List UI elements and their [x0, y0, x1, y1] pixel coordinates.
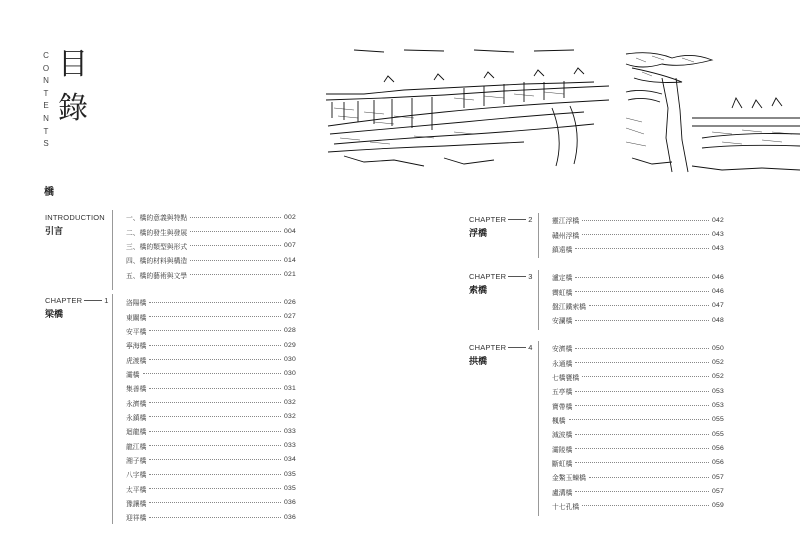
toc-entry-page: 004: [284, 228, 296, 236]
group-en: CHAPTER: [45, 296, 83, 305]
group-num: 2: [528, 215, 533, 224]
group-zh: 索橋: [469, 286, 488, 296]
divider-line: [538, 341, 539, 516]
toc-entry-label: 永通橋: [552, 359, 573, 368]
toc-entry-page: 002: [284, 213, 296, 221]
toc-entry[interactable]: [126, 253, 296, 267]
toc-entry[interactable]: [126, 352, 296, 366]
dot-leader: [149, 488, 281, 489]
dash-line: [508, 219, 526, 220]
dash-line: [508, 276, 526, 277]
entries-ch1: [126, 295, 296, 525]
toc-entry-page: 026: [284, 298, 296, 306]
toc-entry-label: 盤江鐵索橋: [552, 302, 586, 311]
toc-entry[interactable]: [552, 427, 724, 441]
contents-letter: C: [43, 51, 49, 60]
toc-entry[interactable]: [552, 499, 724, 513]
dot-leader: [575, 277, 709, 278]
dot-leader: [190, 245, 281, 246]
bridge-sketch-illustration: [324, 48, 614, 174]
divider-line: [112, 294, 113, 524]
toc-entry[interactable]: [552, 341, 724, 355]
dot-leader: [575, 320, 709, 321]
toc-entry-label: 永濟橋: [126, 399, 147, 408]
group-num: 1: [104, 296, 109, 305]
group-en: CHAPTER: [469, 215, 507, 224]
toc-entry-label: 寶帶橋: [552, 402, 573, 411]
toc-entry-page: 056: [712, 459, 724, 467]
group-num: 4: [528, 343, 533, 352]
dot-leader: [149, 316, 281, 317]
toc-entry-label: 霽虹橋: [552, 288, 573, 297]
toc-entry[interactable]: [126, 295, 296, 309]
toc-entry-label: 五、橋的藝術與文學: [126, 271, 188, 280]
dot-leader: [575, 448, 709, 449]
toc-entry-page: 034: [284, 456, 296, 464]
toc-entry[interactable]: [552, 242, 724, 256]
dot-leader: [149, 402, 281, 403]
dot-leader: [575, 491, 709, 492]
toc-entry[interactable]: [552, 227, 724, 241]
toc-entry-page: 046: [712, 288, 724, 296]
title-char: 錄: [58, 91, 88, 126]
contents-letter: O: [42, 63, 50, 73]
group-zh: 引言: [45, 227, 64, 237]
toc-entry-label: 三、橋的類型與形式: [126, 242, 188, 251]
dot-leader: [582, 220, 709, 221]
group-zh: 拱橋: [469, 357, 488, 367]
divider-line: [538, 270, 539, 330]
dot-leader: [149, 345, 281, 346]
dash-line: [508, 347, 526, 348]
entries-ch2: [552, 213, 724, 256]
toc-entry-page: 036: [284, 513, 296, 521]
toc-entry[interactable]: [552, 299, 724, 313]
dot-leader: [190, 260, 281, 261]
dot-leader: [149, 502, 281, 503]
toc-entry-page: 030: [284, 356, 296, 364]
tree-bridge-sketch-illustration: [622, 48, 800, 174]
toc-entry-page: 059: [712, 502, 724, 510]
toc-entry[interactable]: [552, 398, 724, 412]
dot-leader: [190, 274, 281, 275]
group-label-ch4: [469, 343, 533, 367]
toc-entry[interactable]: [552, 370, 724, 384]
toc-entry-page: 057: [712, 473, 724, 481]
toc-entry[interactable]: [552, 484, 724, 498]
toc-entry[interactable]: [552, 470, 724, 484]
toc-entry[interactable]: [126, 438, 296, 452]
contents-letter: T: [43, 126, 49, 136]
toc-entry-page: 035: [284, 470, 296, 478]
toc-entry-label: 金鰲玉蝀橋: [552, 474, 586, 483]
toc-entry-page: 036: [284, 499, 296, 507]
toc-entry-label: 四、橋的材料與構造: [126, 257, 188, 266]
toc-entry-page: 046: [712, 273, 724, 281]
toc-entry-label: 十七孔橋: [552, 502, 580, 511]
toc-entry-page: 056: [712, 445, 724, 453]
group-en: INTRODUCTION: [45, 213, 105, 222]
toc-entry-page: 052: [712, 359, 724, 367]
toc-entry-page: 047: [712, 302, 724, 310]
toc-entry-page: 033: [284, 427, 296, 435]
toc-entry[interactable]: [126, 224, 296, 238]
group-label-ch2: [469, 215, 533, 239]
toc-entry-page: 053: [712, 402, 724, 410]
toc-entry-label: 灞陵橋: [552, 445, 573, 454]
dot-leader: [149, 431, 281, 432]
toc-entry-label: 二、橋的發生與發展: [126, 228, 188, 237]
section-title: 橋: [44, 187, 54, 198]
toc-entry-label: 五亭橋: [552, 388, 573, 397]
toc-entry[interactable]: [126, 395, 296, 409]
dot-leader: [149, 445, 281, 446]
dot-leader: [149, 302, 281, 303]
toc-entry-page: 029: [284, 341, 296, 349]
toc-entry-label: 贛州浮橋: [552, 231, 580, 240]
toc-entry-label: 靈江浮橋: [552, 217, 580, 226]
title-char: 目: [58, 47, 88, 82]
toc-entry-label: 楓橋: [552, 416, 566, 425]
toc-entry[interactable]: [552, 384, 724, 398]
toc-entry-label: 鎮遠橋: [552, 245, 573, 254]
toc-entry-page: 042: [712, 216, 724, 224]
toc-entry-label: 灞橋: [126, 370, 140, 379]
toc-entry[interactable]: [126, 338, 296, 352]
toc-entry-label: 永鎮橋: [126, 413, 147, 422]
toc-entry-label: 太平橋: [126, 485, 147, 494]
toc-entry-label: 湘子橋: [126, 456, 147, 465]
dot-leader: [575, 248, 709, 249]
toc-entry[interactable]: [552, 313, 724, 327]
group-zh: 浮橋: [469, 229, 488, 239]
toc-entry-page: 030: [284, 370, 296, 378]
dot-leader: [149, 330, 281, 331]
dot-leader: [149, 359, 281, 360]
toc-entry-page: 032: [284, 399, 296, 407]
dot-leader: [582, 505, 709, 506]
dot-leader: [575, 405, 709, 406]
toc-entry-label: 盧溝橋: [552, 488, 573, 497]
toc-entry[interactable]: [552, 456, 724, 470]
toc-entry[interactable]: [552, 355, 724, 369]
toc-entry[interactable]: [126, 267, 296, 281]
toc-entry[interactable]: [126, 309, 296, 323]
entries-intro: [126, 210, 296, 282]
toc-entry-label: 八字橋: [126, 471, 147, 480]
toc-entry-page: 057: [712, 488, 724, 496]
toc-entry-label: 安濟橋: [552, 345, 573, 354]
toc-entry-page: 050: [712, 344, 724, 352]
toc-entry-page: 028: [284, 327, 296, 335]
dot-leader: [569, 419, 709, 420]
toc-entry-label: 迎祥橋: [126, 514, 147, 523]
toc-entry-label: 豫讓橋: [126, 499, 147, 508]
dash-line: [84, 300, 102, 301]
toc-entry-page: 052: [712, 373, 724, 381]
toc-entry-label: 斷虹橋: [552, 459, 573, 468]
toc-entry[interactable]: [126, 467, 296, 481]
toc-entry[interactable]: [126, 496, 296, 510]
dot-leader: [149, 459, 281, 460]
toc-entry[interactable]: [126, 410, 296, 424]
toc-entry-label: 洛陽橋: [126, 299, 147, 308]
toc-entry[interactable]: [552, 413, 724, 427]
toc-entry-label: 瀘定橋: [552, 274, 573, 283]
contents-vertical-label: [40, 52, 52, 148]
toc-entry-page: 055: [712, 430, 724, 438]
dot-leader: [149, 388, 281, 389]
toc-entry-label: 寧海橋: [126, 342, 147, 351]
dot-leader: [575, 391, 709, 392]
toc-entry-page: 055: [712, 416, 724, 424]
toc-entry-page: 021: [284, 271, 296, 279]
entries-ch4: [552, 341, 724, 513]
toc-entry-label: 減波橋: [552, 431, 573, 440]
toc-entry-label: 安平橋: [126, 327, 147, 336]
dot-leader: [149, 474, 281, 475]
dot-leader: [149, 517, 281, 518]
toc-entry[interactable]: [126, 381, 296, 395]
contents-letter: E: [43, 101, 49, 111]
dot-leader: [575, 362, 709, 363]
toc-entry[interactable]: [126, 510, 296, 524]
group-label-ch3: [469, 272, 533, 296]
group-label-intro: [45, 213, 105, 237]
toc-entry-label: 一、橋的意義與特點: [126, 214, 188, 223]
group-num: 3: [528, 272, 533, 281]
contents-letter: N: [43, 76, 49, 86]
toc-entry-page: 014: [284, 256, 296, 264]
toc-entry[interactable]: [126, 481, 296, 495]
divider-line: [112, 210, 113, 290]
toc-entry-page: 027: [284, 313, 296, 321]
contents-letter: N: [43, 113, 49, 123]
dot-leader: [143, 373, 281, 374]
toc-entry-label: 集善橋: [126, 385, 147, 394]
dot-leader: [190, 217, 281, 218]
toc-entry[interactable]: [552, 270, 724, 284]
dot-leader: [582, 376, 709, 377]
toc-entry-page: 033: [284, 442, 296, 450]
toc-entry[interactable]: [552, 213, 724, 227]
dot-leader: [589, 305, 709, 306]
dot-leader: [575, 348, 709, 349]
dot-leader: [589, 477, 709, 478]
contents-letter: T: [43, 88, 49, 98]
toc-entry-page: 048: [712, 316, 724, 324]
toc-entry[interactable]: [126, 367, 296, 381]
toc-entry[interactable]: [552, 441, 724, 455]
dot-leader: [149, 416, 281, 417]
toc-entry-label: 七橋甕橋: [552, 373, 580, 382]
dot-leader: [190, 231, 281, 232]
group-label-ch1: [45, 296, 109, 320]
toc-entry-page: 043: [712, 231, 724, 239]
entries-ch3: [552, 270, 724, 327]
group-zh: 梁橋: [45, 310, 64, 320]
dot-leader: [575, 434, 709, 435]
toc-entry-page: 043: [712, 245, 724, 253]
toc-entry[interactable]: [126, 324, 296, 338]
toc-entry[interactable]: [126, 424, 296, 438]
dot-leader: [575, 291, 709, 292]
dot-leader: [575, 462, 709, 463]
toc-entry-page: 007: [284, 242, 296, 250]
dot-leader: [582, 234, 709, 235]
toc-entry[interactable]: [126, 239, 296, 253]
divider-line: [538, 213, 539, 258]
toc-entry-label: 虎渡橋: [126, 356, 147, 365]
toc-entry-label: 迴龍橋: [126, 428, 147, 437]
toc-entry-page: 053: [712, 387, 724, 395]
group-en: CHAPTER: [469, 272, 507, 281]
toc-entry-page: 031: [284, 384, 296, 392]
contents-letter: S: [43, 139, 49, 149]
toc-entry-page: 035: [284, 485, 296, 493]
group-en: CHAPTER: [469, 343, 507, 352]
toc-entry[interactable]: [126, 210, 296, 224]
toc-entry[interactable]: [552, 284, 724, 298]
page-title: [58, 48, 94, 136]
toc-entry-page: 032: [284, 413, 296, 421]
toc-entry-label: 東關橋: [126, 313, 147, 322]
toc-entry-label: 龍江橋: [126, 442, 147, 451]
toc-entry[interactable]: [126, 453, 296, 467]
toc-entry-label: 安瀾橋: [552, 317, 573, 326]
